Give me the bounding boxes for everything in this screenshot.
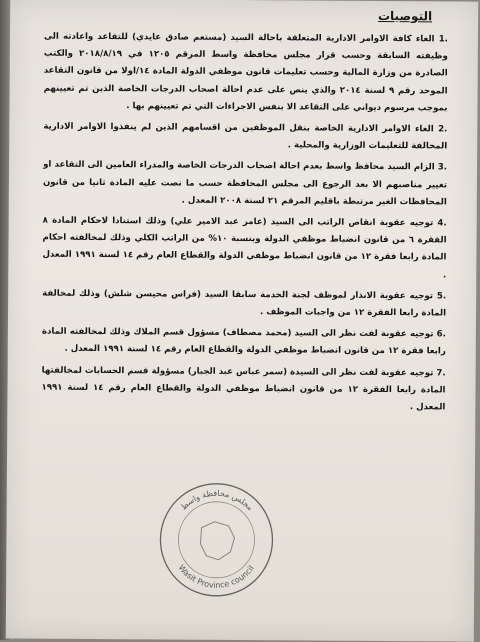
recommendation-item-3 — [43, 157, 447, 211]
recommendation-item-2 — [43, 119, 447, 156]
recommendation-item-1 — [43, 29, 448, 118]
recommendations-heading: التوصيات — [377, 8, 433, 24]
recommendation-item-4 — [42, 213, 446, 285]
item-number: .2 — [438, 124, 448, 135]
recommendation-item-7 — [41, 362, 445, 416]
stamp-english-text: Wasit Province council — [176, 563, 256, 590]
council-seal-stamp — [156, 479, 277, 600]
item-number: .4 — [437, 218, 447, 229]
item-text: توجيه عقوبة انقاص الراتب الى السيد (عامر عبد الامير علي) وذلك استنادا لاحكام المادة ٨ الفقرة ٦ من قانون انضباط موظفي الدولة وبنسبة ١٠% من الراتب الكلي وذلك لمخالفته احكام المادة رابعا فقرة ١٢ من قانون انضباط موظفي الدولة والقطاع العام رقم ١٤ لسنة ١٩٩١ المعدل . — [42, 215, 447, 281]
item-number: .5 — [436, 291, 447, 302]
item-number: .1 — [438, 34, 448, 45]
item-text: توجيه عقوبة لفت نظر الى السيد (محمد مصطاف) مسؤول قسم الملاك وذلك لمخالفته المادة رابعا فقرة ١٢ من قانون انضباط موظفي الدولة والقطاع العام رقم ١٤ لسنة ١٩٩١ المعدل . — [41, 326, 446, 357]
svg-text:مجلس محافظة واسط — [179, 489, 255, 513]
recommendations-list — [41, 29, 448, 421]
province-map-icon — [200, 522, 234, 560]
recommendation-item-5 — [42, 285, 446, 322]
item-text: توجيه عقوبة الانذار لموظف لجنة الخدمة سابقا السيد (فراس محيسن شلش) وذلك لمخالفة المادة رابعا الفقرة ١٢ من واجبات الموظف . — [42, 288, 447, 319]
item-text: توجيه عقوبة لفت نظر الى السيدة (سمر عباس عبد الجبار) مسؤولة قسم الحسابات لمخالفتها المادة رابعا الفقرة ١٢ من قانون انضباط موظفي الدولة والقطاع العام رقم ١٤ لسنة ١٩٩١ المعدل . — [41, 365, 446, 413]
recommendation-item-6 — [42, 324, 446, 361]
svg-text:Wasit Province council — [176, 563, 256, 590]
item-text: الغاء الاوامر الادارية الخاصة بنقل الموظفين من اقسامهم الذين لم ينفذوا الاوامر الادارية المخالفة للتعليمات الوزارية والمحلية . — [43, 121, 448, 152]
item-number: .6 — [436, 329, 446, 340]
document-page — [6, 0, 478, 642]
stamp-arabic-text: مجلس محافظة واسط — [178, 488, 255, 513]
item-text: الغاء كافة الاوامر الادارية المتعلقة باحالة السيد (مستعم صادق عايدي) للتقاعد واعادته الى وظيفته السابقة وحسب قرار مجلس محافظة واسط المرقم ١٢٠٥ في ٢٠١٨/٨/١٩ والكتب الصادرة من وزارة المالية وحسب تعليمات قانون موظفي الدولة المادة ١٤/اولا من قانون التقاعد الموحد رقم ٩ لسنة ٢٠١٤ والذي ينص على عدم احالة اصحاب الدرجات الخاصة الذين تم تعيينهم بموجب مرسوم ديواني على التقاعد الا بنفس الاجراءات التي تم تعيينهم بها . — [43, 31, 448, 114]
item-number: .3 — [437, 162, 448, 173]
item-text: الزام السيد محافظ واسط بعدم احالة اصحاب الدرجات الخاصة والمدراء العامين الى التقاعد او تغيير مناصبهم الا بعد الرجوع الى مجلس المحافظة حسب ما نصت عليه المادة ثانيا من قانون المحافظات الغير مرتبطة باقليم المرقم ٢١ لسنة ٢٠٠٨ المعدل . — [42, 160, 447, 208]
item-number: .7 — [436, 368, 446, 379]
